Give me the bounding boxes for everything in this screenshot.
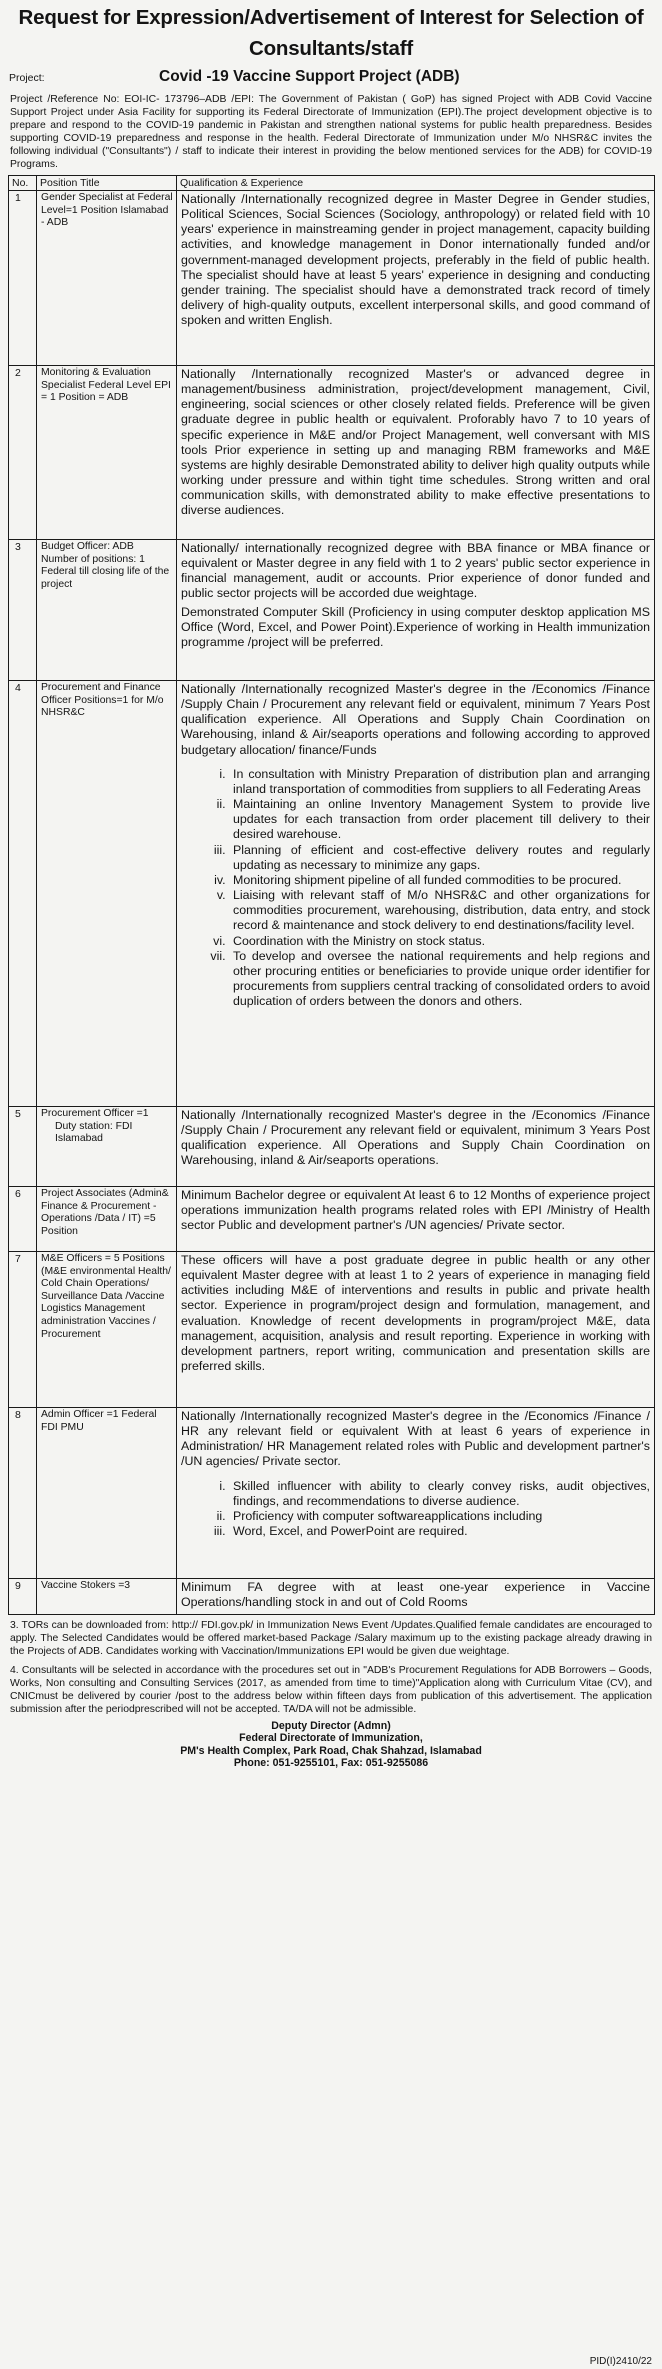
- duties-list: [181, 767, 650, 1010]
- positions-table: [8, 175, 655, 1615]
- notes-section: [10, 1619, 652, 1716]
- position-title: Vaccine Stokers =3: [37, 1579, 177, 1615]
- position-title: Budget Officer: ADB Number of positions: 1 Federal till closing life of the project: [37, 540, 177, 681]
- position-title: Procurement Officer =1: [41, 1108, 149, 1119]
- title-line-1: Request for Expression/Advertisement of Interest for Selection of: [18, 6, 644, 29]
- advertisement-title: [8, 0, 654, 64]
- row-number: 9: [9, 1579, 37, 1615]
- qualification-extra-text: Demonstrated Computer Skill (Proficiency in using computer desktop application MS Office (Word, Excel, and Power Point).Experience of working in Health immunization programme /project will be preferred.: [181, 604, 650, 649]
- signatory-title: Deputy Director (Admn): [271, 1720, 391, 1732]
- table-header-row: [9, 176, 655, 191]
- pid-number: PID(I)2410/22: [589, 2356, 652, 2367]
- table-row: [9, 1579, 655, 1615]
- position-title: Project Associates (Admin& Finance & Procurement -Operations /Data / IT) =5 Position: [37, 1187, 177, 1252]
- row-number: 2: [9, 366, 37, 540]
- qualification-text: Nationally /Internationally recognized Master's or advanced degree in management/business administration, project/development management, Civil, engineering, social sciences or other closely related fields. Preference will be given graduate degree in public health or equivalent. Proforably havo 7 to 10 years of specific experience in M&E and/or Project Management, well conversant with MIS tools Prior experience in setting up and managing RBM frameworks and M&E systems are highly desirable Demonstrated ability to deliver high quality outputs while working under pressure and within tight time schedules. Strong written and oral communication skills, with demonstrated ability to make effective presentations to diverse audiences.: [177, 366, 655, 540]
- list-item: ii. Proficiency with computer softwareapplications including: [229, 1509, 650, 1524]
- row-number: 4: [9, 681, 37, 1107]
- table-row: [9, 191, 655, 366]
- qualification-text: Minimum FA degree with at least one-year experience in Vaccine Operations/handling stock in and out of Cold Rooms: [177, 1579, 655, 1615]
- duty-station: Duty station: FDI Islamabad: [55, 1120, 133, 1145]
- position-title: Gender Specialist at Federal Level=1 Position Islamabad - ADB: [37, 191, 177, 366]
- qualification-text: Nationally /Internationally recognized Master's degree in the /Economics /Finance /Supply Chain / Procurement any relevant field or equivalent, minimum 3 Years Post qualification experience. All Operations and Supply Chain Coordination on Warehousing, inland & Air/seaports operations.: [177, 1107, 655, 1187]
- project-name: Covid -19 Vaccine Support Project (ADB): [159, 68, 460, 85]
- row-number: 1: [9, 191, 37, 366]
- list-item: v. Liaising with relevant staff of M/o NHSR&C and other organizations for commodities procurement, warehousing, distribution, data entry, and stock record & maintenance and stock delivery to end destinations/facility level.: [229, 888, 650, 933]
- qualification-text: Nationally /Internationally recognized degree in Master Degree in Gender studies, Political Sciences, Social Sciences (Sociology, anthropology) or related field with 10 years' experience in mainstreaming gender in project management, capacity building activities, and knowledge management in Donor internationally funded and/or government-managed development projects, preferably in the field of public health. The specialist should have at least 5 years' experience in designing and conducting gender training. The specialist should have a demonstrated track record of timely delivery of high-quality outputs, excellent interpersonal skills, and good command of spoken and written English.: [177, 191, 655, 366]
- qualification-cell: [177, 540, 655, 681]
- list-item: iv. Monitoring shipment pipeline of all funded commodities to be procured.: [229, 873, 650, 888]
- list-item: vi. Coordination with the Ministry on stock status.: [229, 934, 650, 949]
- project-line: [8, 68, 654, 90]
- list-item: ii. Maintaining an online Inventory Management System to provide live updates for each transaction from order placement till delivery to their desired warehouse.: [229, 797, 650, 842]
- qualification-cell: [177, 1408, 655, 1579]
- qualification-text: Nationally /Internationally recognized Master's degree in the /Economics /Finance /Supply Chain / Procurement any relevant field or equivalent, minimum 7 Years Post qualification experience. All Operations and Supply Chain Coordination on Warehousing, inland & Air/seaports operations and following according to approved budgetary allocation/ finance/Funds: [181, 682, 650, 757]
- list-item: iii. Word, Excel, and PowerPoint are required.: [229, 1524, 650, 1539]
- position-title: M&E Officers = 5 Positions (M&E environmental Health/ Cold Chain Operations/ Surveillance Data /Vaccine Logistics Management administration Vaccines / Procurement: [37, 1252, 177, 1408]
- title-line-2: Consultants/staff: [248, 37, 414, 60]
- list-item: i. In consultation with Ministry Preparation of distribution plan and arranging inland transportation of commodities from suppliers to all Federating Areas: [229, 767, 650, 797]
- table-row: [9, 1187, 655, 1252]
- list-item: vii. To develop and oversee the national requirements and help regions and other procuring entities or beneficiaries to provide unique order identifier for procurements from suppliers central tracking of consolidated orders to avoid duplication of orders between the donors and others.: [229, 949, 650, 1010]
- qualification-text: Minimum Bachelor degree or equivalent At least 6 to 12 Months of experience project operations immunization health programs related roles with EPI /Ministry of Health sector Public and development partner's /UN agencies/ Private sector.: [177, 1187, 655, 1252]
- table-row: [9, 540, 655, 681]
- row-number: 6: [9, 1187, 37, 1252]
- qualification-text: Nationally/ internationally recognized degree with BBA finance or MBA finance or equivalent or Master degree in any field with 1 to 2 years' public sector experience in financial management, audit or accounts. Prior experience of donor funded and public sector projects will be accorded due weightage.: [181, 541, 650, 601]
- header-qualification: Qualification & Experience: [177, 176, 655, 191]
- row-number: 8: [9, 1408, 37, 1579]
- qualification-text: These officers will have a post graduate degree in public health or any other equivalent Master degree with at least 1 to 2 years of experience in managing field activities including M&E of interventions and results in public and private health sector. Experience in program/project design and formulation, management, and evaluation. Knowledge of recent developments in program/project M&E, data management, acquisition, analysis and result reporting. Experience in working with development partners, report writing, communication and presentation skills are preferred skills.: [177, 1252, 655, 1408]
- project-label: Project:: [9, 72, 45, 84]
- note-3: 3. TORs can be downloaded from: http:// FDI.gov.pk/ in Immunization News Event /Updates.Qualified female candidates are encouraged to apply. The Selected Candidates would be offered market-based Package /Salary maximum up to the existing package already drawing in the Projects of ADB. Candidates working with Vaccination/Immunizations EPI would be given due weightage.: [10, 1620, 652, 1657]
- note-4: 4. Consultants will be selected in accordance with the procedures set out in "ADB's Procurement Regulations for ADB Borrowers – Goods, Works, Non consulting and Consulting Services (2017, as amended from time to time)"Application along with Curriculum Vitae (CV), and CNICmust be delivered by courier /post to the address below within fifteen days from publication of this advertisement. The application submission after the periodprescribed will not be accepted. TA/DA will not be admissible.: [10, 1665, 652, 1715]
- table-row: [9, 1107, 655, 1187]
- list-item: iii. Planning of efficient and cost-effective delivery routes and regularly updating as necessary to minimize any gaps.: [229, 843, 650, 873]
- intro-paragraph: Project /Reference No: EOI-IC- 173796–ADB /EPI: The Government of Pakistan ( GoP) has signed Project with ADB Covid Vaccine Support Project under Asia Facility for supporting its Federal Directorate of Immunization (EPI).The project development objective is to prepare and respond to the COVID-19 pandemic in Pakistan and strengthen national systems for public health preparedness. Besides supporting COVID-19 preparedness and response in the health. Federal Directorate of Immunization under M/o NHSR&C invites the following individual ("Consultants") / staff to indicate their interest in providing the below mentioned services for the ADB) for COVID-19 Programs.: [10, 94, 652, 170]
- table-row: [9, 681, 655, 1107]
- qualification-text: Nationally /Internationally recognized Master's degree in the /Economics /Finance / HR any relevant field or equivalent With at least 6 years of experience in Administration/ HR Management related roles with Public and development partner's /UN agencies/ Private sector.: [181, 1409, 650, 1469]
- row-number: 7: [9, 1252, 37, 1408]
- position-title: Admin Officer =1 Federal FDI PMU: [37, 1408, 177, 1579]
- header-position: Position Title: [37, 176, 177, 191]
- table-row: [9, 1252, 655, 1408]
- row-number: 5: [9, 1107, 37, 1187]
- position-title: Procurement and Finance Officer Positions=1 for M/o NHSR&C: [37, 681, 177, 1107]
- contact-numbers: Phone: 051-9255101, Fax: 051-9255086: [233, 1757, 429, 1770]
- directorate-name: Federal Directorate of Immunization,: [239, 1732, 423, 1745]
- position-cell: [37, 1107, 177, 1187]
- table-row: [9, 366, 655, 540]
- list-item: i. Skilled influencer with ability to clearly convey risks, audit objectives, findings, and recommendations to diverse audience.: [229, 1479, 650, 1509]
- position-title: Monitoring & Evaluation Specialist Federal Level EPI = 1 Position = ADB: [37, 366, 177, 540]
- office-address: PM's Health Complex, Park Road, Chak Shahzad, Islamabad: [180, 1744, 482, 1757]
- header-no: No.: [9, 176, 37, 191]
- signature-block: [8, 1720, 654, 1770]
- qualification-cell: [177, 681, 655, 1107]
- duties-list: [181, 1479, 650, 1540]
- table-row: [9, 1408, 655, 1579]
- row-number: 3: [9, 540, 37, 681]
